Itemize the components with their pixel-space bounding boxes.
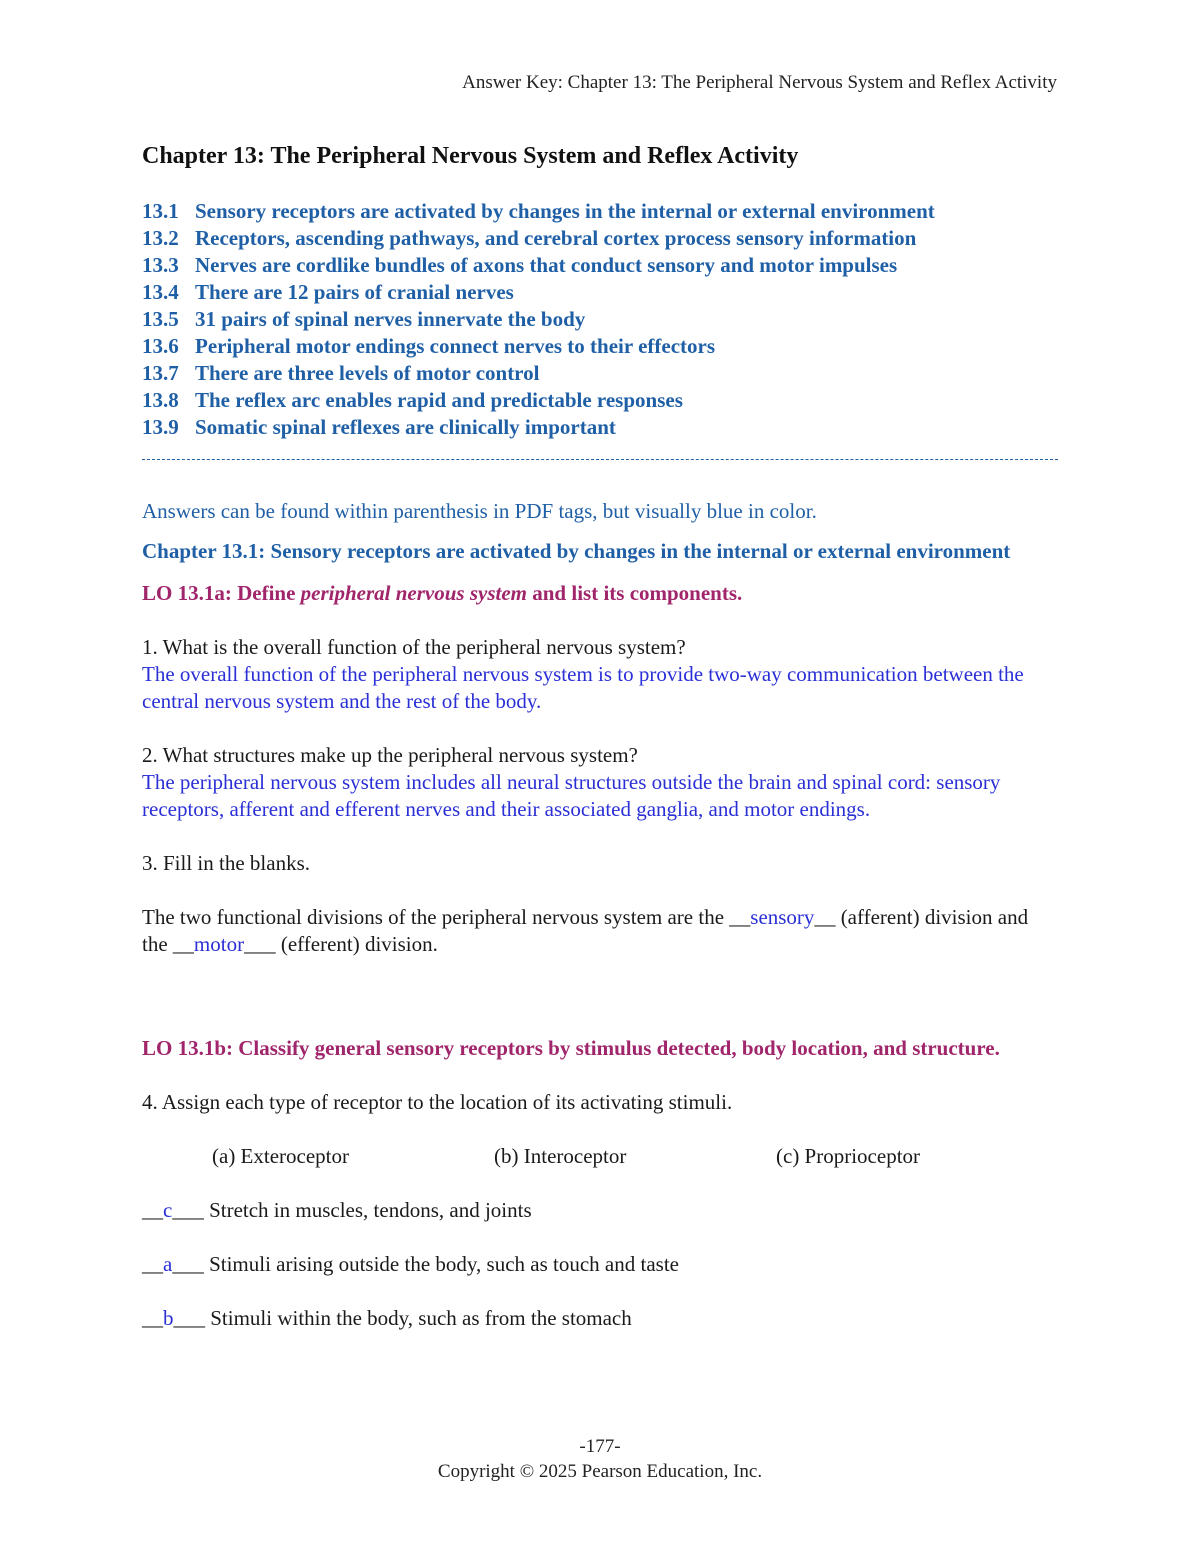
section-item <box>142 387 1058 414</box>
section-number: 13.4 <box>142 280 179 304</box>
match-item <box>142 1197 1058 1224</box>
match-text: ___ Stimuli arising outside the body, such as touch and taste <box>172 1252 679 1276</box>
section-item <box>142 198 1058 225</box>
question-3: 3. Fill in the blanks. <box>142 851 310 875</box>
section-item <box>142 279 1058 306</box>
match-text: ___ Stimuli within the body, such as from the stomach <box>173 1306 632 1330</box>
lo-suffix: and list its components. <box>527 581 743 605</box>
section-item <box>142 360 1058 387</box>
question-1: 1. What is the overall function of the peripheral nervous system? <box>142 635 686 659</box>
section-text: Sensory receptors are activated by changes in the internal or external environment <box>195 199 935 223</box>
page-number: -177- <box>579 1436 621 1457</box>
fill-in-blank-sentence <box>142 904 1058 958</box>
blank-line: __ <box>142 1306 163 1330</box>
section-list <box>142 198 1058 441</box>
match-answer: a <box>163 1252 173 1276</box>
question-4: 4. Assign each type of receptor to the location of its activating stimuli. <box>142 1090 733 1114</box>
section-item <box>142 333 1058 360</box>
choice-a: (a) Exteroceptor <box>212 1144 350 1168</box>
running-header: Answer Key: Chapter 13: The Peripheral Nervous System and Reflex Activity <box>462 72 1057 93</box>
choice-b: (b) Interoceptor <box>494 1144 627 1168</box>
section-text: Peripheral motor endings connect nerves to their effectors <box>195 334 716 358</box>
match-text: ___ Stretch in muscles, tendons, and joints <box>172 1198 532 1222</box>
lo-prefix: LO 13.1a: Define <box>142 581 301 605</box>
answer-2: The peripheral nervous system includes all neural structures outside the brain and spinal cord: sensory receptors, afferent and efferent nerves and their associated ganglia, and motor endings. <box>142 770 1001 821</box>
receptor-choices <box>212 1143 1058 1170</box>
sentence-part: __ (afferent) division and the __ <box>142 905 1029 956</box>
section-item <box>142 252 1058 279</box>
learning-objective-a <box>142 580 1058 607</box>
learning-objective-b: LO 13.1b: Classify general sensory receptors by stimulus detected, body location, and structure. <box>142 1036 1000 1060</box>
section-item <box>142 414 1058 441</box>
match-answer: c <box>163 1198 173 1222</box>
section-text: Somatic spinal reflexes are clinically important <box>195 415 616 439</box>
blank-answer-sensory: sensory <box>750 905 815 929</box>
section-text: The reflex arc enables rapid and predictable responses <box>195 388 683 412</box>
match-item <box>142 1305 1058 1332</box>
sentence-part: The two functional divisions of the peripheral nervous system are the __ <box>142 905 751 929</box>
section-number: 13.1 <box>142 199 179 223</box>
section-text: 31 pairs of spinal nerves innervate the body <box>195 307 586 331</box>
section-text: Receptors, ascending pathways, and cerebral cortex process sensory information <box>195 226 917 250</box>
chapter-title: Chapter 13: The Peripheral Nervous System and Reflex Activity <box>142 143 799 169</box>
section-text: Nerves are cordlike bundles of axons that conduct sensory and motor impulses <box>195 253 898 277</box>
question-2: 2. What structures make up the peripheral nervous system? <box>142 743 638 767</box>
section-number: 13.2 <box>142 226 179 250</box>
section-number: 13.5 <box>142 307 179 331</box>
section-text: There are 12 pairs of cranial nerves <box>195 280 514 304</box>
copyright: Copyright © 2025 Pearson Education, Inc. <box>437 1461 763 1482</box>
section-number: 13.3 <box>142 253 179 277</box>
blank-line: __ <box>142 1252 163 1276</box>
section-item <box>142 306 1058 333</box>
section-number: 13.7 <box>142 361 179 385</box>
match-item <box>142 1251 1058 1278</box>
match-answer: b <box>163 1306 174 1330</box>
answer-1: The overall function of the peripheral nervous system is to provide two-way communication between the central nervous system and the rest of the body. <box>142 662 1024 713</box>
section-text: There are three levels of motor control <box>195 361 540 385</box>
subchapter-title: Chapter 13.1: Sensory receptors are activated by changes in the internal or external environment <box>142 539 1011 563</box>
answer-note: Answers can be found within parenthesis in PDF tags, but visually blue in color. <box>142 499 817 523</box>
section-number: 13.6 <box>142 334 179 358</box>
choice-c: (c) Proprioceptor <box>776 1144 921 1168</box>
dashed-divider <box>142 459 1058 460</box>
blank-line: __ <box>142 1198 163 1222</box>
lo-term: peripheral nervous system <box>300 581 527 605</box>
section-number: 13.9 <box>142 415 179 439</box>
section-item <box>142 225 1058 252</box>
page-content <box>142 143 1058 1332</box>
blank-answer-motor: motor <box>193 932 245 956</box>
sentence-part: ___ (efferent) division. <box>244 932 438 956</box>
section-number: 13.8 <box>142 388 179 412</box>
